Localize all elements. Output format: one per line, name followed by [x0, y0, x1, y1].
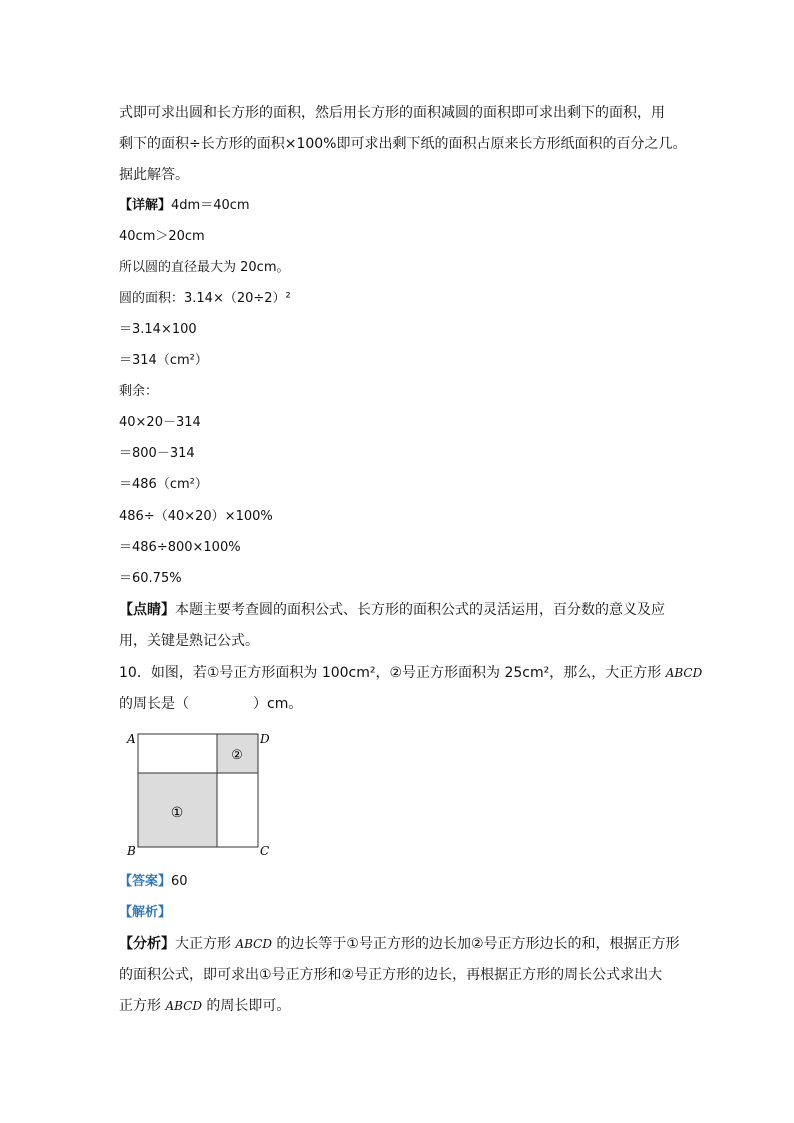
square-2-label: ②	[231, 748, 243, 763]
analysis-text: 的周长即可。	[201, 998, 291, 1014]
label-b: B	[127, 844, 136, 858]
analysis-line: 的面积公式，即可求出①号正方形和②号正方形的边长，再根据正方形的周长公式求出大	[119, 967, 663, 983]
label-a: A	[127, 732, 136, 746]
calc-line: ＝800－314	[119, 446, 195, 461]
label-d: D	[260, 732, 270, 746]
calc-line: 40cm＞20cm	[119, 229, 205, 244]
note-line: 用，关键是熟记公式。	[119, 633, 259, 649]
solution-line: 剩下的面积÷长方形的面积×100%即可求出剩下纸的面积占原来长方形纸面积的百分之几。	[119, 136, 687, 152]
analysis-tag: 【解析】	[119, 905, 172, 920]
calc-line: 所以圆的直径最大为 20cm。	[119, 260, 290, 275]
square-name: ABCD	[165, 999, 202, 1013]
calc-line: ＝314（cm²）	[119, 353, 208, 368]
question-line	[119, 664, 702, 682]
analysis-text: 正方形	[119, 998, 166, 1014]
question-text: 10．如图，若①号正方形面积为 100cm²，②号正方形面积为 25cm²，那么，大正方形	[119, 665, 666, 681]
note-tag: 【点睛】	[119, 602, 175, 618]
analysis-line	[119, 935, 680, 953]
square-figure	[118, 724, 278, 860]
question-text: 的周长是（	[119, 696, 189, 712]
calc-line: 剩余：	[119, 384, 159, 399]
answer-tag: 【答案】	[119, 874, 172, 889]
calc-line: ＝486（cm²）	[119, 477, 208, 492]
calc-line: ＝3.14×100	[119, 322, 197, 337]
calc-line: 圆的面积：3.14×（20÷2）²	[119, 291, 291, 306]
solution-line: 式即可求出圆和长方形的面积，然后用长方形的面积减圆的面积即可求出剩下的面积，用	[119, 105, 665, 121]
fenxi-tag: 【分析】	[119, 936, 175, 952]
detail-line	[119, 197, 250, 215]
square-name: ABCD	[665, 666, 703, 680]
analysis-text: 大正方形	[175, 936, 236, 952]
square-1-label: ①	[170, 805, 184, 821]
analysis-text: 的边长等于①号正方形的边长加②号正方形边长的和，根据正方形	[271, 936, 680, 952]
note-text: 本题主要考查圆的面积公式、长方形的面积公式的灵活运用，百分数的意义及应	[175, 602, 665, 618]
calc-line: 40×20－314	[119, 415, 201, 430]
calc-line: ＝60.75%	[119, 571, 182, 586]
solution-line: 据此解答。	[119, 167, 189, 183]
answer-line	[119, 873, 188, 891]
answer-value: 60	[171, 874, 188, 889]
analysis-header	[119, 904, 171, 922]
calc-line: ＝486÷800×100%	[119, 540, 241, 555]
calc-line: 486÷（40×20）×100%	[119, 509, 273, 524]
analysis-line	[119, 997, 290, 1015]
label-c: C	[260, 844, 270, 858]
note-line	[119, 601, 665, 619]
detail-tag: 【详解】	[119, 198, 172, 213]
question-line	[119, 695, 302, 713]
detail-text: 4dm＝40cm	[171, 198, 250, 213]
question-text: ）cm。	[253, 696, 303, 712]
square-name: ABCD	[235, 937, 272, 951]
